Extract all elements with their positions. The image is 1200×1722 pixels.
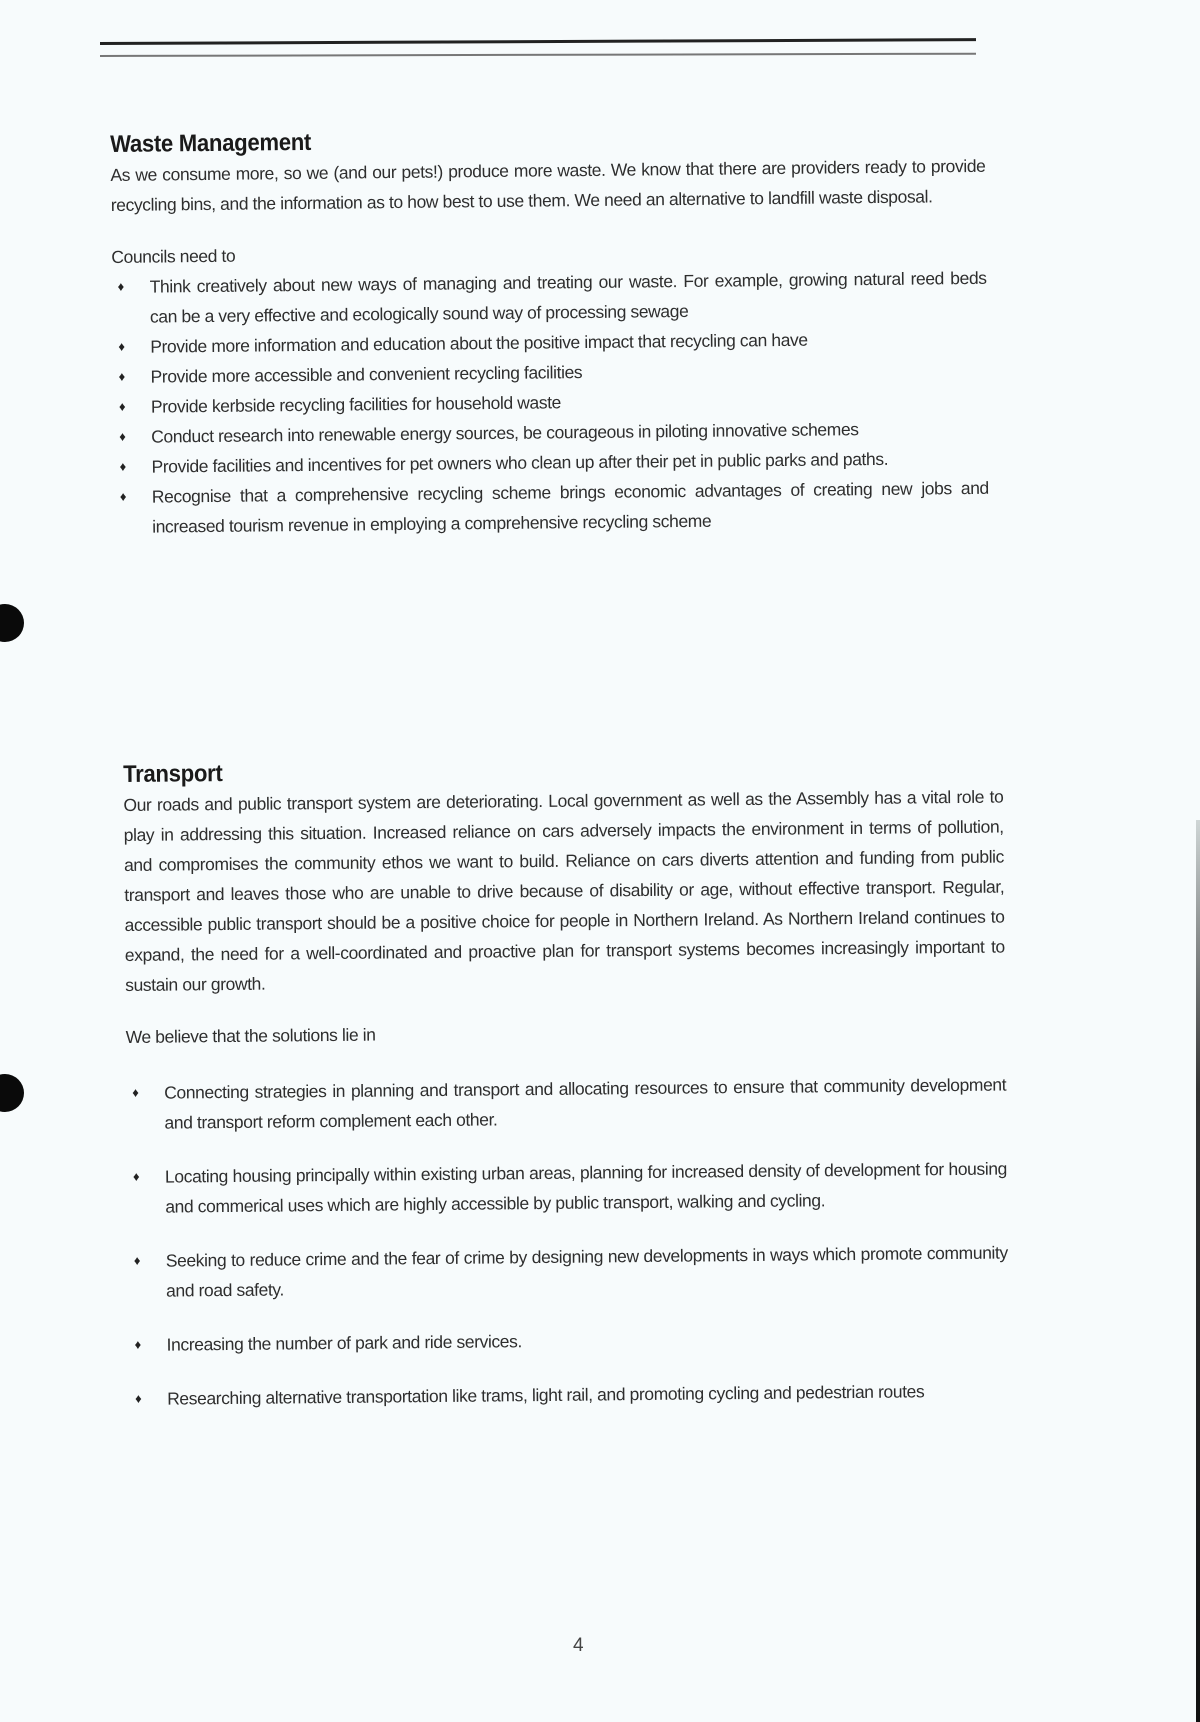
diamond-bullet-icon: ♦ (118, 368, 125, 384)
list-item (127, 1154, 1008, 1222)
list-item (126, 1070, 1007, 1138)
header-rule-bottom (100, 53, 976, 57)
list-item-text: Recognise that a comprehensive recycling scheme brings economic advantages of creating new jobs and increased tourism revenue in employing a comprehensive recycling scheme (151, 477, 989, 537)
bullet-list (126, 1070, 1009, 1414)
list-item-text: Researching alternative transportation like trams, light rail, and promoting cycling and pedestrian routes (167, 1381, 925, 1409)
section-heading: Transport (123, 760, 223, 788)
list-item-text: Provide facilities and incentives for pet owners who clean up after their pet in public parks and paths. (151, 448, 889, 477)
punch-hole (0, 604, 24, 642)
list-item-text: Connecting strategies in planning and transport and allocating resources to ensure that community development and transport reform complement each other. (164, 1074, 1007, 1133)
list-item-text: Provide kerbside recycling facilities for household waste (150, 392, 562, 417)
section-intro: Our roads and public transport system are deteriorating. Local government as well as the Assembly has a vital role to play in addressing this situation. Increased reliance on cars adversely impacts the environment in terms of pollution, and compromises the community ethos we want to build. Reliance on cars diverts attention and funding from public transport and leaves those who are unable to drive because of disability or age, without effective transport. Regular, accessible public transport should be a positive choice for people in Northern Ireland. As Northern Ireland continues to expand, the need for a well-coordinated and proactive plan for transport systems becomes increasingly important to sustain our growth. (123, 786, 1005, 995)
diamond-bullet-icon: ♦ (119, 428, 126, 444)
list-item-text: Provide more information and education about the positive impact that recycling can have (150, 329, 808, 357)
punch-hole (0, 1074, 24, 1112)
list-item-text: Conduct research into renewable energy sources, be courageous in piloting innovative schemes (151, 419, 859, 447)
list-item (114, 473, 990, 542)
diamond-bullet-icon: ♦ (134, 1336, 141, 1352)
list-item (128, 1322, 1008, 1360)
scan-edge-shadow (1196, 820, 1200, 1722)
list-lead: We believe that the solutions lie in (125, 1024, 376, 1047)
list-item-text: Provide more accessible and convenient recycling facilities (150, 362, 583, 387)
list-item-text: Seeking to reduce crime and the fear of crime by designing new developments in ways which promote community and road safety. (165, 1242, 1008, 1301)
waste-management-section (110, 121, 989, 542)
list-item-text: Locating housing principally within existing urban areas, planning for increased density of development for housing and commerical uses which are highly accessible by public transport, walking and cycling. (164, 1158, 1008, 1217)
diamond-bullet-icon: ♦ (133, 1252, 141, 1268)
list-lead: Councils need to (111, 245, 236, 267)
section-heading: Waste Management (110, 128, 312, 158)
diamond-bullet-icon: ♦ (117, 278, 124, 294)
diamond-bullet-icon: ♦ (135, 1390, 142, 1406)
diamond-bullet-icon: ♦ (132, 1168, 140, 1184)
list-item (111, 263, 987, 332)
page-number: 4 (573, 1635, 584, 1656)
diamond-bullet-icon: ♦ (118, 398, 126, 414)
diamond-bullet-icon: ♦ (119, 488, 127, 504)
header-rule-top (100, 38, 976, 45)
bullet-list (111, 263, 989, 542)
diamond-bullet-icon: ♦ (118, 338, 125, 354)
diamond-bullet-icon: ♦ (119, 458, 126, 474)
transport-section (123, 752, 1009, 1414)
section-intro: As we consume more, so we (and our pets!) produce more waste. We know that there are providers ready to provide recycling bins, and the information as to how best to use them. We need an alternative to landfill waste disposal. (110, 155, 986, 215)
list-item-text: Increasing the number of park and ride services. (166, 1331, 523, 1355)
list-item (128, 1238, 1009, 1306)
list-item-text: Think creatively about new ways of managing and treating our waste. For example, growing natural reed beds can be a very effective and ecologically sound way of processing sewage (149, 267, 987, 327)
diamond-bullet-icon: ♦ (132, 1084, 139, 1100)
list-item (129, 1376, 1009, 1414)
